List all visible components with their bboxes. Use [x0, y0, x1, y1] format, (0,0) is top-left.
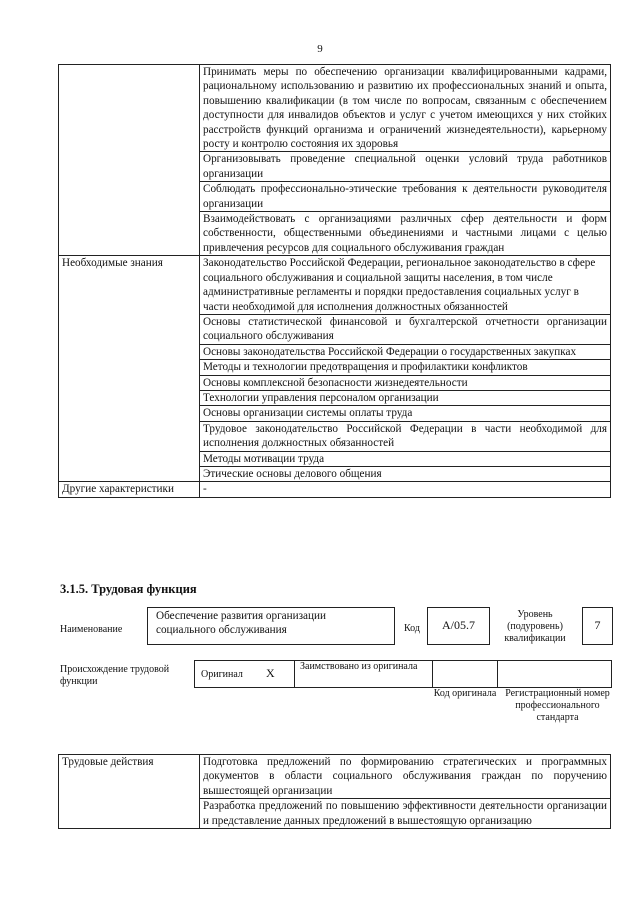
name-value-box	[147, 607, 395, 645]
name-value: Обеспечение развития организации социального обслуживания	[156, 610, 326, 637]
section-heading: 3.1.5. Трудовая функция	[60, 582, 197, 596]
page-number: 9	[317, 43, 323, 55]
labor-actions-label: Трудовые действия	[59, 755, 200, 829]
knowledge-row: Методы и технологии предотвращения и профилактики конфликтов	[200, 360, 611, 375]
knowledge-row: Законодательство Российской Федерации, региональное законодательство в сфере социального обслуживания и социальной защиты населения, в том числе административные регламенты и порядки предоставления социальных услуг в части необходимой для исполнения должностных обязанностей	[200, 256, 611, 315]
registration-number-caption: Регистрационный номер профессионального стандарта	[505, 688, 610, 723]
skill-row: Принимать меры по обеспечению организации квалифицированными кадрами, рациональному использованию и развитию их профессиональных знаний и опыта, повышению квалификации (в том числе по вопросам, связанным с обеспечением доступности для инвалидов объектов и услуг с учетом имеющихся у них стойких расстройств функций организма и ограничений жизнедеятельности), карьерному росту и контролю состояния их здоровья	[200, 65, 611, 152]
knowledge-row: Основы законодательства Российской Федерации о государственных закупках	[200, 344, 611, 359]
empty-label-cell	[59, 65, 200, 256]
knowledge-row: Основы статистической финансовой и бухгалтерской отчетности организации социального обслуживания	[200, 314, 611, 344]
labor-action-row: Подготовка предложений по формированию стратегических и программных документов в области социального обслуживания граждан по поручению вышестоящей организации	[200, 755, 611, 799]
knowledge-row: Основы комплексной безопасности жизнедеятельности	[200, 375, 611, 390]
knowledge-row: Трудовое законодательство Российской Федерации в части необходимой для исполнения должностных обязанностей	[200, 421, 611, 451]
knowledge-row: Методы мотивации труда	[200, 451, 611, 466]
skill-row: Соблюдать профессионально-этические требования к деятельности руководителя организации	[200, 182, 611, 212]
other-characteristics-label: Другие характеристики	[59, 482, 200, 497]
borrowed-label: Заимствовано из оригинала	[300, 661, 418, 672]
origin-label: Происхождение трудовой функции	[60, 664, 170, 687]
name-label: Наименование	[60, 624, 123, 635]
original-code-caption: Код оригинала	[433, 688, 497, 699]
code-value-box	[427, 607, 490, 645]
divider	[294, 660, 295, 687]
original-label: Оригинал	[201, 669, 243, 680]
level-value-box	[582, 607, 613, 645]
labor-action-row: Разработка предложений по повышению эффективности деятельности организации и представление данных предложений в вышестоящую организацию	[200, 799, 611, 829]
other-characteristics-value: -	[200, 482, 611, 497]
knowledge-row: Этические основы делового общения	[200, 466, 611, 481]
skill-row: Взаимодействовать с организациями различных сфер деятельности и форм собственности, общественными объединениями и частными лицами с целью привлечения ресурсов для социального обслуживания граждан	[200, 212, 611, 256]
skills-knowledge-table	[58, 64, 611, 498]
level-value: 7	[594, 618, 601, 632]
code-value: A/05.7	[442, 618, 475, 632]
knowledge-row: Основы организации системы оплаты труда	[200, 406, 611, 421]
knowledge-row: Технологии управления персоналом организации	[200, 390, 611, 405]
original-mark: X	[266, 666, 275, 680]
knowledge-label: Необходимые знания	[59, 256, 200, 482]
code-label: Код	[404, 623, 420, 634]
divider	[497, 660, 498, 687]
skill-row: Организовывать проведение специальной оценки условий труда работников организации	[200, 152, 611, 182]
qualification-level-label: Уровень (подуровень) квалификации	[504, 609, 566, 644]
divider	[432, 660, 433, 687]
labor-actions-table	[58, 754, 611, 829]
